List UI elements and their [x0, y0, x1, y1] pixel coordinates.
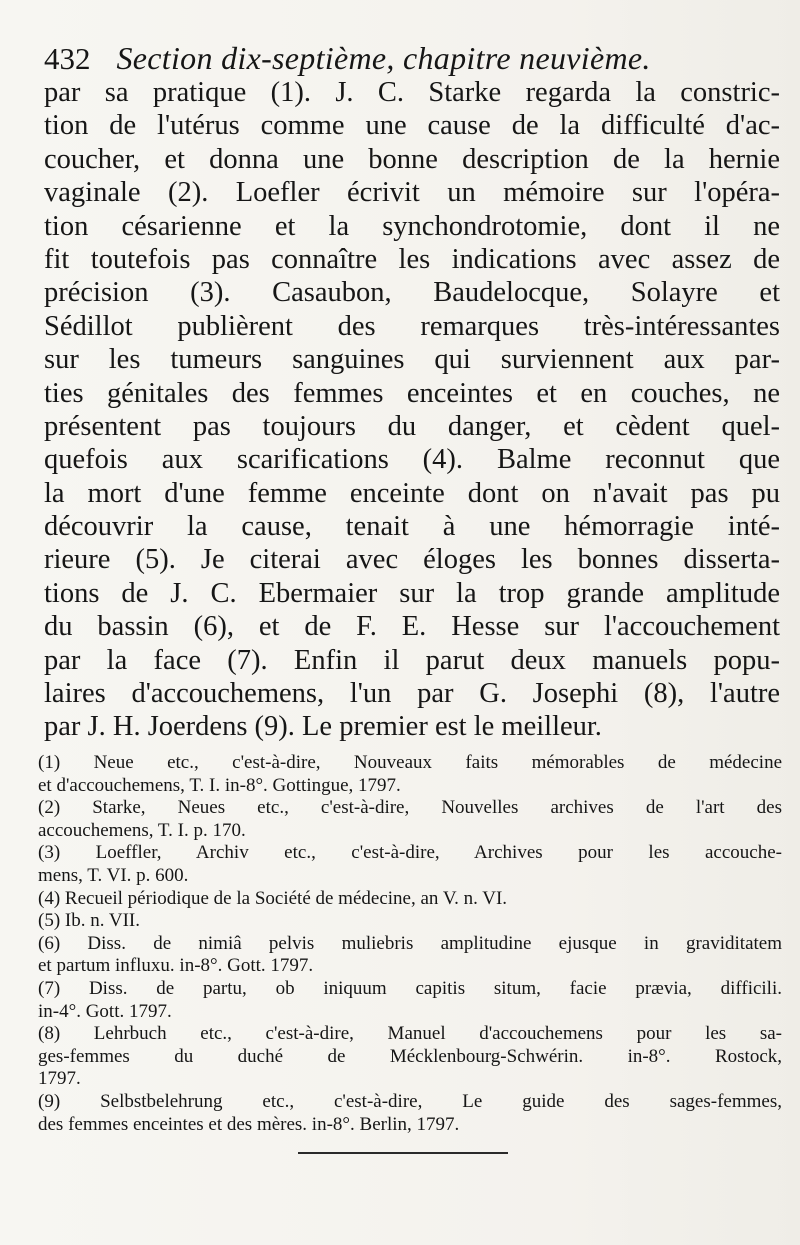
footnote-line: (8) Lehrbuch etc., c'est-à-dire, Manuel d'accouchemens pour les sa-: [38, 1023, 782, 1045]
text-line: Sédillot publièrent des remarques très-intéressantes: [44, 310, 780, 342]
text-line: tion de l'utérus comme une cause de la difficulté d'ac-: [44, 110, 780, 142]
footnote-line: des femmes enceintes et des mères. in-8°. Berlin, 1797.: [38, 1113, 460, 1135]
text-line: par sa pratique (1). J. C. Starke regarda la constric-: [44, 77, 780, 108]
page-number: 432: [44, 41, 91, 76]
footnote-line: (6) Diss. de nimiâ pelvis muliebris amplitudine ejusque in graviditatem: [38, 932, 782, 954]
main-text: [44, 76, 780, 744]
footnote-line: (5) Ib. n. VII.: [38, 910, 141, 932]
text-line: ties génitales des femmes enceintes et en couches, ne: [44, 377, 780, 409]
text-line: vaginale (2). Loefler écrivit un mémoire sur l'opéra-: [44, 177, 780, 209]
text-line: précision (3). Casaubon, Baudelocque, Solayre et: [44, 277, 780, 309]
footnote-line: (9) Selbstbelehrung etc., c'est-à-dire, Le guide des sages-femmes,: [38, 1090, 782, 1112]
footnote-line: et partum influxu. in-8°. Gott. 1797.: [38, 955, 314, 977]
footnote-line: ges-femmes du duché de Mécklenbourg-Schwérin. in-8°. Rostock,: [38, 1045, 782, 1067]
text-line: la mort d'une femme enceinte dont on n'avait pas pu: [44, 477, 780, 509]
text-line: tions de J. C. Ebermaier sur la trop grande amplitude: [44, 577, 780, 609]
footnote-line: in-4°. Gott. 1797.: [38, 1000, 172, 1022]
footnote-line: et d'accouchemens, T. I. in-8°. Gottingue, 1797.: [38, 774, 401, 796]
footnote-line: (3) Loeffler, Archiv etc., c'est-à-dire, Archives pour les accouche-: [38, 842, 782, 864]
text-line: du bassin (6), et de F. E. Hesse sur l'accouchement: [44, 611, 780, 643]
text-line: présentent pas toujours du danger, et cèdent quel-: [44, 410, 780, 442]
text-line: quefois aux scarifications (4). Balme reconnut que: [44, 444, 780, 476]
text-line: par la face (7). Enfin il parut deux manuels popu-: [44, 644, 780, 676]
footnote-line: mens, T. VI. p. 600.: [38, 864, 189, 886]
footnote-line: (2) Starke, Neues etc., c'est-à-dire, Nouvelles archives de l'art des: [38, 797, 782, 819]
footnotes: [38, 752, 782, 1136]
text-line: coucher, et donna une bonne description de la hernie: [44, 143, 780, 175]
footnote-line: 1797.: [38, 1068, 81, 1090]
text-line: rieure (5). Je citerai avec éloges les bonnes disserta-: [44, 544, 780, 576]
text-line: laires d'accouchemens, l'un par G. Josephi (8), l'autre: [44, 678, 780, 710]
footnote-line: accouchemens, T. I. p. 170.: [38, 819, 246, 841]
text-line: découvrir la cause, tenait à une hémorragie inté-: [44, 511, 780, 543]
text-line: fit toutefois pas connaître les indications avec assez de: [44, 243, 780, 275]
footnote-line: (1) Neue etc., c'est-à-dire, Nouveaux faits mémorables de médecine: [38, 752, 782, 773]
footnote-line: (4) Recueil périodique de la Société de médecine, an V. n. VI.: [38, 887, 508, 909]
running-title: Section dix-septième, chapitre neuvième.: [116, 40, 651, 76]
running-header: [44, 38, 764, 78]
text-line: tion césarienne et la synchondrotomie, dont il ne: [44, 210, 780, 242]
text-line: sur les tumeurs sanguines qui surviennent aux par-: [44, 344, 780, 376]
text-line: par J. H. Joerdens (9). Le premier est le meilleur.: [44, 711, 602, 743]
footnote-line: (7) Diss. de partu, ob iniquum capitis situm, facie prævia, difficili.: [38, 977, 782, 999]
end-rule: [298, 1152, 508, 1154]
